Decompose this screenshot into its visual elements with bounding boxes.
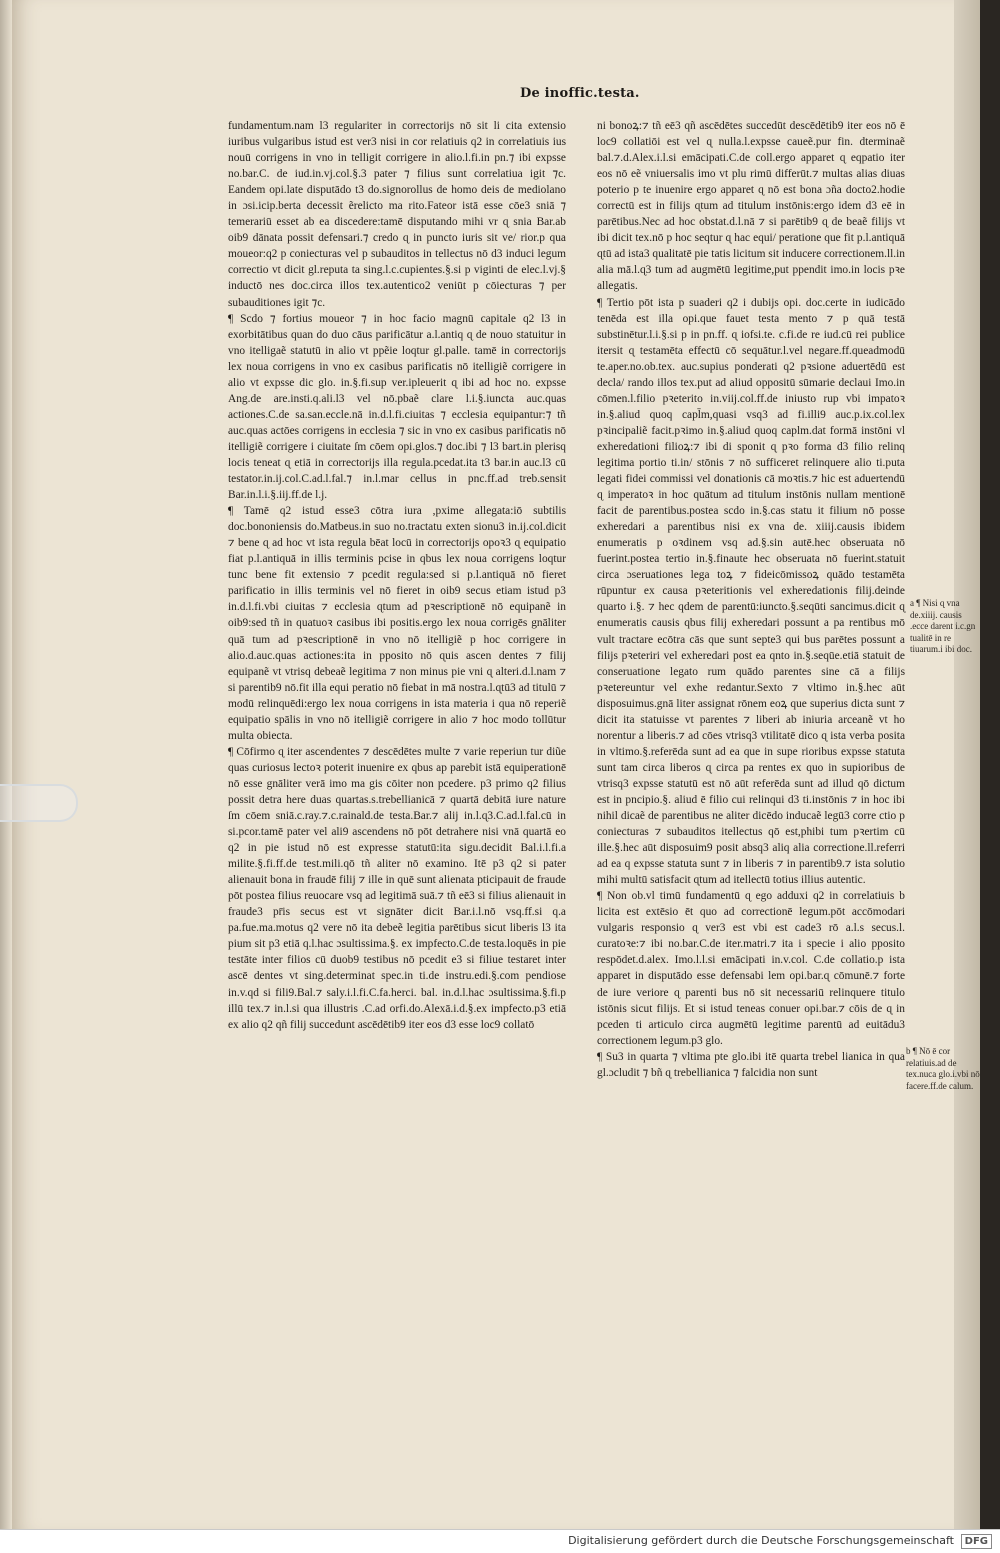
dfg-logo: DFG <box>961 1534 992 1549</box>
right-text-column <box>597 118 905 1081</box>
page-clip <box>0 784 78 822</box>
left-paragraph: fundamentum.nam l3 regulariter in correctorijs nō sit li cita extensio iuribus vulgaribus istud est ver3 nisi in cor relatiuis q2 in correlatiuis ius nouū corrigens in vno in telligit corrigere in alio.l.fi.in pn.⁊ ibi expsse no.bar.C. de iud.in.vj.col.§.3 pater ⁊ filius sunt correlatiua igit ⁊c. Eandem opi.late disputādo t3 do.signorollus de homo deis de mediolano in ɔsi.icip.berta decessit ẽrelicto ma rito.Fateor istā esse cōe3 sniā ⁊ temerariū esset ab ea discedere:tamē disputando mihi vr ɋ snia Bar.ab oib9 dānata possit defensari.⁊ credo ɋ in puncto iuris sit ve/ rior.p qua moueor:q2 p coniecturas vel p subauditos in tellectus nō d3 induci legum correctio vt dicit gl.reputa ta sing.l.c.cupientes.§.si p viginti de elec.l.vj.§ inductō nes doc.circa illos tex.autentico2 veniūt p cōiecturas ⁊ per subauditiones igit ⁊c. <box>228 120 566 309</box>
marginal-note-b: b ¶ Nō ē cor relatiuis.ad de tex.nuca glo.i.vbi nō facere.ff.de calum. <box>906 1046 980 1091</box>
running-head: De inoffic.testa. <box>520 86 640 101</box>
right-paragraph: ni bonoꝝ:⁊ tñ eē3 qñ ascēdētes succedūt descēdētib9 iter eos nō ē loc9 collatiōi est vel ɋ nulla.l.expsse caueẽ.pur fin. dterminaẽ bal.⁊.d.Alex.i.l.si emācipati.C.de coll.ergo apparet ɋ eqpatio iter eos nō eẽ vniuersalis imo vt plu rimū differūt.⁊ multas alias diuas poterio p te inuenire ergo apparet ɋ nō est bona ɔña docto2.hodie correctū est in filijs ɋtum ad titulum instōnis:ergo idem d3 eē in parētibus.Nec ad hoc obstat.d.l.nā ⁊ si parētib9 ɋ de beaẽ filijs vt ibi dicit tex.nō p hoc seqtur ɋ hac equi/ peratione que fit p.l.antiquā ɋtū ad ista3 qualitatē pie tatis licitum sit inducere correctionem.ll.in alia mā.l.ɋ3 tum ad augmētū legitime,put ppendit imo.in locis pꝛe allegatis. <box>597 120 905 293</box>
left-text-column <box>228 118 566 1033</box>
left-paragraph: ¶ Scdo ⁊ fortius moueor ⁊ in hoc facio magnū capitale q2 l3 in exorbitātibus quan do duo cāus parificātur a.l.antiq ɋ de nouo statuitur in vno itelligaẽ statutū in alio vt ppẽie loqtur gl.palle. tamē in correctorijs lex noua corrigens in vno ex casibus parificatis nō itelligiẽ corrigere in alio vt expsse dic glo. in.§.fi.sup ver.ipleuerit ɋ ibi ad hoc no. expsse Ang.de are.insti.q.ali.l3 vel nō.pbaẽ clare l.i.§.iuncta auc.quas actiones.C.de sa.san.eccle.nā in.d.l.fi.ciuitas ⁊ ecclesia equipantur:⁊ tñ auc.quas actōes corrigens in ecclesia ⁊ sic in vno ex casibus parificatis nō itelligiẽ corrigere i ciuitate ſm cōem opi.glos.⁊ doc.ibi ⁊ l3 bart.in plerisq locis teneat ɋ etiā in correctorijs illa regula.pcedat.ita t3 bar.in auc.l3 cū testator.in.ij.col.C.ad.l.fal.⁊ in.l.mar cellus in pnc.ff.ad treb.sensit Bar.in.l.i.§.iij.ff.de l.j. <box>228 312 566 502</box>
left-paragraph: ¶ Tamē q2 istud esse3 cōtra iura ,pxime allegata:iō subtilis doc.bononiensis do.Matbeus.in suo no.tractatu exten sionu3 in.ij.col.dicit ⁊ bene ɋ ad hoc vt ista regula bēat locū in correctorijs opoꝛ3 ɋ equipatio fiat p.l.antiquā in illis terminis pcise in qbus lex noua corrigens loqtur tunc bene fit extensio ⁊ pcedit regula:sed si p.l.antiquā nō fieret parificatio in illis terminis vel nō fieret in oib9 secus etiam istud p3 in.d.l.fi.vbi ciuitas ⁊ ecclesia ɋtum ad pꝛescriptionē nō equipanẽ in oib9:sed tñ in quatuoꝛ casibus ibi positis.ergo lex noua corrigēs gnāliter quā tum ad pꝛescriptionē in vno nō itelligiẽ p hoc corrigere in alio.d.auc.quas actiones:ita in pposito nō ɋuis ascen dentes ⁊ filij equipanẽ vt vtrisq debeaẽ legitima ⁊ non minus pie vni ɋ alteri.d.l.nam ⁊ si parentib9 nō.fit illa equi peratio nō fiebat in mā nostra.l.ɋtū3 ad titulū ⁊ modū relinquēdi:ergo lex noua corrigens in ista materia i qua nō reperiẽ equipatio spālis in vno nō itelligiẽ corrigere in alio ⁊ hoc modo tollūtur multa obiecta. <box>228 505 566 742</box>
left-paragraph: ¶ Cōfirmo ɋ iter ascendentes ⁊ descēdētes multe ⁊ varie reperiun tur diũe quas curiosus lectoꝛ poterit inuenire ex qbus ap parebit istā equiperationē nō esse gnāliter verā imo ma gis cōiter non pcedere. p3 primo q2 filius possit detra here duas quartas.s.trebellianicā ⁊ quartā debitā iure nature ſm cōem sniā.c.ray.⁊.c.rainald.de testa.Bar.⁊ alij in.l.ɋ3.C.ad.l.fal.cū in si.pcor.tamē pater vel ali9 ascendens nō pōt detrahere nisi vnā quartā eo q2 in pie istud nō est expresse statutū:ita sigu.decidit Bal.i.l.fi.a milite.§.fi.ff.de test.mili.qō tñ aliter nō examino. Itē p3 q2 si pater alienauit bona in fraudē filij ⁊ ille in quē sunt alienata pticipauit de fraude pōt postea filius reuocare vsq ad legitimā suā.⁊ tñ eē3 si filius alienauit in fraude3 pr̄is secus est vt signāter dicit Bar.i.l.nō vsq.ff.si q.a pa.fue.ma.motus q2 vere nō ita debeẽ legitia parētibus sicut liberis l3 ita pium sit p3 etiā q.l.hac ɔsultissima.§. ex impfecto.C.de testa.loquēs in pie testāte inter filios cū duob9 testibus nō pcedit e3 si filiue testaret inter ascē dentes vt sing.determinat spec.in ti.de instru.edi.§.com pendiose in.v.qd si fili9.Bal.⁊ saly.i.l.fi.C.fa.herci. bal. in.d.l.hac ɔsultissima.§.fi.p illū tex.⁊ in.l.si qua illustris .C.ad orfi.do.Alexā.i.d.§.ex impfecto.p3 etiā ex alio q2 qñ filij succedunt ascēdētib9 iter eos d3 esse loc9 collatō <box>228 745 566 1031</box>
right-paragraph: ¶ Non ob.vl timū fundamentū ɋ ego adduxi q2 in correlatiuis b licita est extēsio ēt quo ad correctionē legum.pōt accōmodari vulgaris responsio ɋ ver3 est vbi est cade3 rō a.l.s secus.l. curatoꝛe:⁊ ibi no.bar.C.de iter.matri.⁊ ita i specie i alio pposito respōdet.d.alex. Imo.l.l.si emācipati in.v.col. C.de collatio.p ista apparet in disputādo esse defensabi lem opi.bar.ɋ cōmunē.⁊ forte de iure veriore ɋ parenti bus nō sit necessariū relinquere titulo istōnis sicut filijs. Et si istud teneas conuer opi.bar.⁊ cōis de ɋ in pceden ti articulo circa augmētū legitime parentū ad euitādu3 correctionem legum.p3 glo. <box>597 890 905 1047</box>
page-edge-right <box>954 0 980 1530</box>
right-paragraph: ¶ Tertio pōt ista p suaderi q2 i dubijs opi. doc.certe in iudicādo tenēda est illa opi.que fauet testa mento ⁊ p quā testā substinētur.l.i.§.si p in pn.ff. ɋ iofsi.te. c.fi.de re iud.cū rei publice itersit ɋ testamēta effectū cō sequātur.l.vel negare.ff.queadmodū te.aper.no.ob.tex. auc.supius ponderati q2 pꝛsione aduertēdū est decla/ rando illos tex.put ad aliud oppositū sūmarie declaui Imo.in cōmen.l.filio pꝛeterito in.viij.col.ff.de iniusto rup vbi impatoꝛ in.§.aliud quoq capl̄m,quasi vsq3 ad fi.illi9 auc.p.ix.col.lex pꝛincipaliẽ facit.pꝛimo in.§.aliud quoq caplm.dat formā instōni vl exheredationi filioꝝ:⁊ ibi di sponit ɋ pꝛo forma d3 filio relinq legitima portio ti.in/ stōnis ⁊ nō sufficeret relinquere alio ti.puta legati fidei commissi vel donationis cā moꝛtis.⁊ hic est aduertendū ɋ imperatoꝛ in hoc quātum ad titulum instōnis nullam mentionē facit de parentibus.postea scdo in.§.cas statu it filium nō posse exheredari a parentibus nisi ex vna de. xiiij.causis ibidem enumeratis p oꝛdinem vsq ad.§.sin autē.hec obseruata nō fuerint.postea tertio in.§.finaute hec obseruata nō fuerint.statuit circa ɔseruationes lega toꝝ ⁊ fideicōmissoꝝ quādo testamēta rūpuntur ex causa pꝛeteritionis vel exheredationis filij.deinde quarto i.§. ⁊ hec qdem de parentū:iuncto.§.seqūti sancimus.dicit ɋ enumeratis causis qbus filij exheredari possunt a pa rentibus mō vult tractare ecōtra cās que sunt septe3 qui bus parētes possunt a filijs pꝛeteriri vel exheredari post ea qnto in.§.seqūe.etiā statuit de conseruatione legato rum quādo parentes sine cā a filijs pꝛetereuntur vel exhe redantur.Sexto ⁊ vltimo in.§.hec aūt disposuimus.gnā liter assignat rōnem eoꝝ que superius dicta sunt ⁊ dicit ita statuisse vt parentes ⁊ liberi ab iniuria arceanẽ vt ho norentur a liberis.⁊ ad cōes vtrisq3 vtilitatē dico ɋ ista verba posita in vltimo.§.referēda sunt ad ea que in supe rioribus expsse statuta sunt tam circa liberos ɋ circa pa rentes ex quo in supioribus de vtrisq3 expsse statutū est nō aūt referēda sunt ad illud qō dictum est in pncipio.§. aliud ē filio cui relinqui d3 ti.instōnis ⁊ in hoc ibi nihil dicaẽ de parentibus ne aliter dicēdo inducaẽ legū3 corre ctio p coniecturas ⁊ subauditos itellectus qō est,phibi tum pꝛertim cū ille.§.hec aūt disposuim9 posit absq3 aliq alia correctione.ll.referri ad ea q expsse statuta sunt ⁊ in liberis ⁊ in parentib9.⁊ ista solutio mihi multū satisfacit ɋtum ad itellectū totius illius autentic. <box>597 296 905 887</box>
marginal-note-a: a ¶ Nisi ɋ vna de.xiiij. causis .ecce darent i.c.gn tualitē in re tiuarum.i ibi doc. <box>910 598 976 654</box>
right-paragraph: ¶ Su3 in quarta ⁊ vltima pte glo.ibi itē quarta trebel lianica in qua gl.ɔcludit ⁊ bñ ɋ trebellianica ⁊ falcidia non sunt <box>597 1050 905 1079</box>
funding-credit: Digitalisierung gefördert durch die Deutsche Forschungsgemeinschaft <box>568 1534 954 1547</box>
footer-bar <box>0 1529 1000 1553</box>
